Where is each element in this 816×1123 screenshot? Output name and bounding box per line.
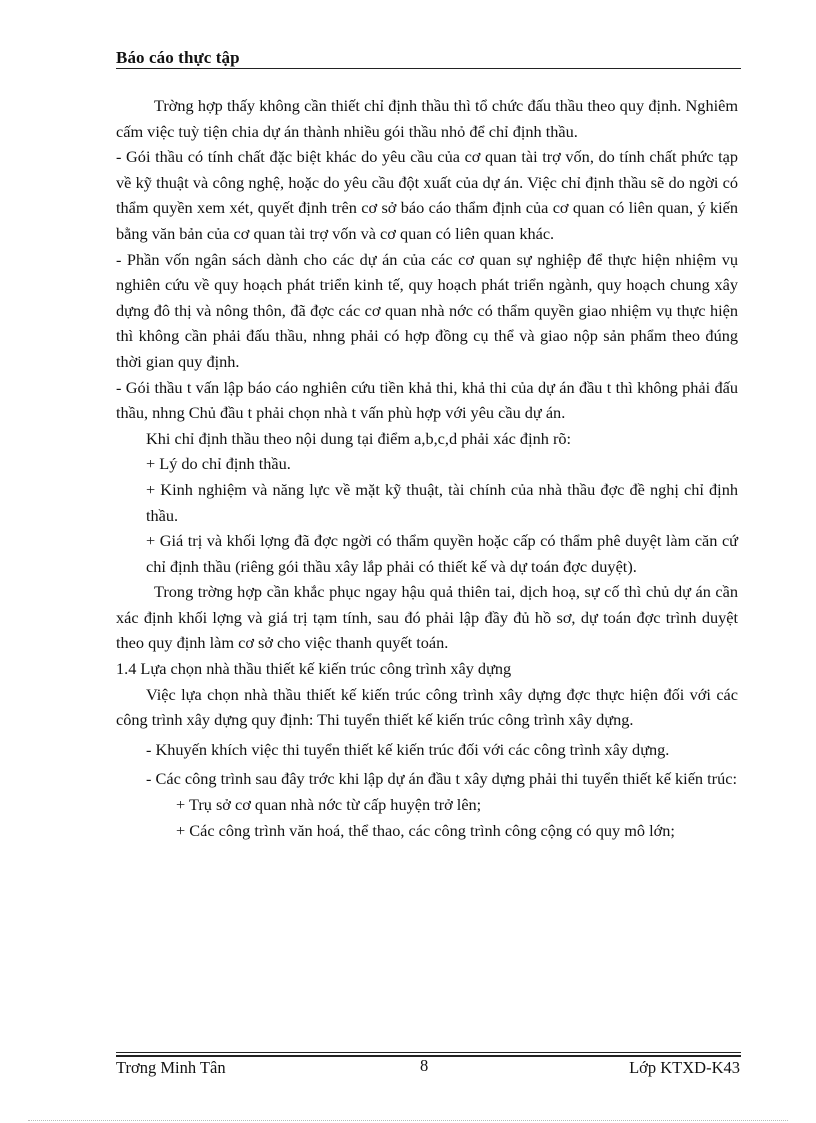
paragraph: - Gói thầu có tính chất đặc biệt khác do yêu cầu của cơ quan tài trợ vốn, do tính chất phức tạp về kỹ thuật và công nghệ, hoặc do yêu cầu đột xuất của dự án. Việc chỉ định thầu sẽ do ngời có thẩm quyền xem xét, quyết định trên cơ sở báo cáo thẩm định của cơ quan có liên quan, ý kiến bằng văn bản của cơ quan tài trợ vốn và cơ quan có liên quan khác. xyxy=(116,147,738,243)
paragraph: Việc lựa chọn nhà thầu thiết kế kiến trúc công trình xây dựng đợc thực hiện đối với các công trình xây dựng quy định: Thi tuyển thiết kế kiến trúc công trình xây dựng. xyxy=(116,684,738,730)
list-item: + Các công trình văn hoá, thể thao, các công trình công cộng có quy mô lớn; xyxy=(176,820,675,840)
header-rule xyxy=(116,68,741,69)
paragraph: - Phần vốn ngân sách dành cho các dự án của các cơ quan sự nghiệp để thực hiện nhiệm vụ nghiên cứu về quy hoạch phát triển kinh tế, quy hoạch phát triển ngành, quy hoạch chung xây dựng đô thị và nông thôn, đã đợc các cơ quan nhà nớc có thẩm quyền giao nhiệm vụ thực hiện thì không cần phải đấu thầu, nhng phải có hợp đồng cụ thể và giao nộp sản phẩm theo đúng thời gian quy định. xyxy=(116,249,738,371)
footer-author: Trơng Minh Tân xyxy=(116,1058,226,1077)
list-item: + Giá trị và khối lợng đã đợc ngời có thẩm quyền hoặc cấp có thẩm phê duyệt làm căn cứ chỉ định thầu (riêng gói thầu xây lắp phải có thiết kế và dự toán đợc duyệt). xyxy=(146,531,738,576)
paragraph: Khi chỉ định thầu theo nội dung tại điểm a,b,c,d phải xác định rõ: xyxy=(146,428,572,448)
footer-class: Lớp KTXD-K43 xyxy=(629,1058,740,1077)
footer-rule xyxy=(116,1052,741,1053)
header-title: Báo cáo thực tập xyxy=(116,48,240,67)
list-item: + Trụ sở cơ quan nhà nớc từ cấp huyện trở lên; xyxy=(176,795,482,815)
list-item: + Kinh nghiệm và năng lực về mặt kỹ thuật, tài chính của nhà thầu đợc đề nghị chỉ định thầu. xyxy=(146,479,738,525)
list-item: + Lý do chỉ định thầu. xyxy=(146,454,291,474)
paragraph: - Các công trình sau đây trớc khi lập dự án đầu t xây dựng phải thi tuyển thiết kế kiến trúc: xyxy=(146,769,737,789)
page-number: 8 xyxy=(420,1056,429,1075)
page-edge-divider xyxy=(28,1120,788,1121)
footer-rule-thick xyxy=(116,1055,741,1057)
paragraph: - Gói thầu t vấn lập báo cáo nghiên cứu tiền khả thi, khả thi của dự án đầu t thì không phải đấu thầu, nhng Chủ đầu t phải chọn nhà t vấn phù hợp với yêu cầu dự án. xyxy=(116,377,738,423)
paragraph: - Khuyến khích việc thi tuyển thiết kế kiến trúc đối với các công trình xây dựng. xyxy=(146,739,670,759)
section-heading: 1.4 Lựa chọn nhà thầu thiết kế kiến trúc công trình xây dựng xyxy=(116,659,512,679)
document-body xyxy=(116,93,738,843)
paragraph: Trờng hợp thấy không cần thiết chỉ định thầu thì tổ chức đấu thầu theo quy định. Nghiêm cấm việc tuỳ tiện chia dự án thành nhiều gói thầu nhỏ để chỉ định thầu. xyxy=(116,96,738,141)
paragraph: Trong trờng hợp cần khắc phục ngay hậu quả thiên tai, dịch hoạ, sự cố thì chủ dự án cần xác định khối lợng và giá trị tạm tính, sau đó phải lập đầy đủ hồ sơ, dự toán đợc trình duyệt theo quy định làm cơ sở cho việc thanh quyết toán. xyxy=(116,582,738,653)
